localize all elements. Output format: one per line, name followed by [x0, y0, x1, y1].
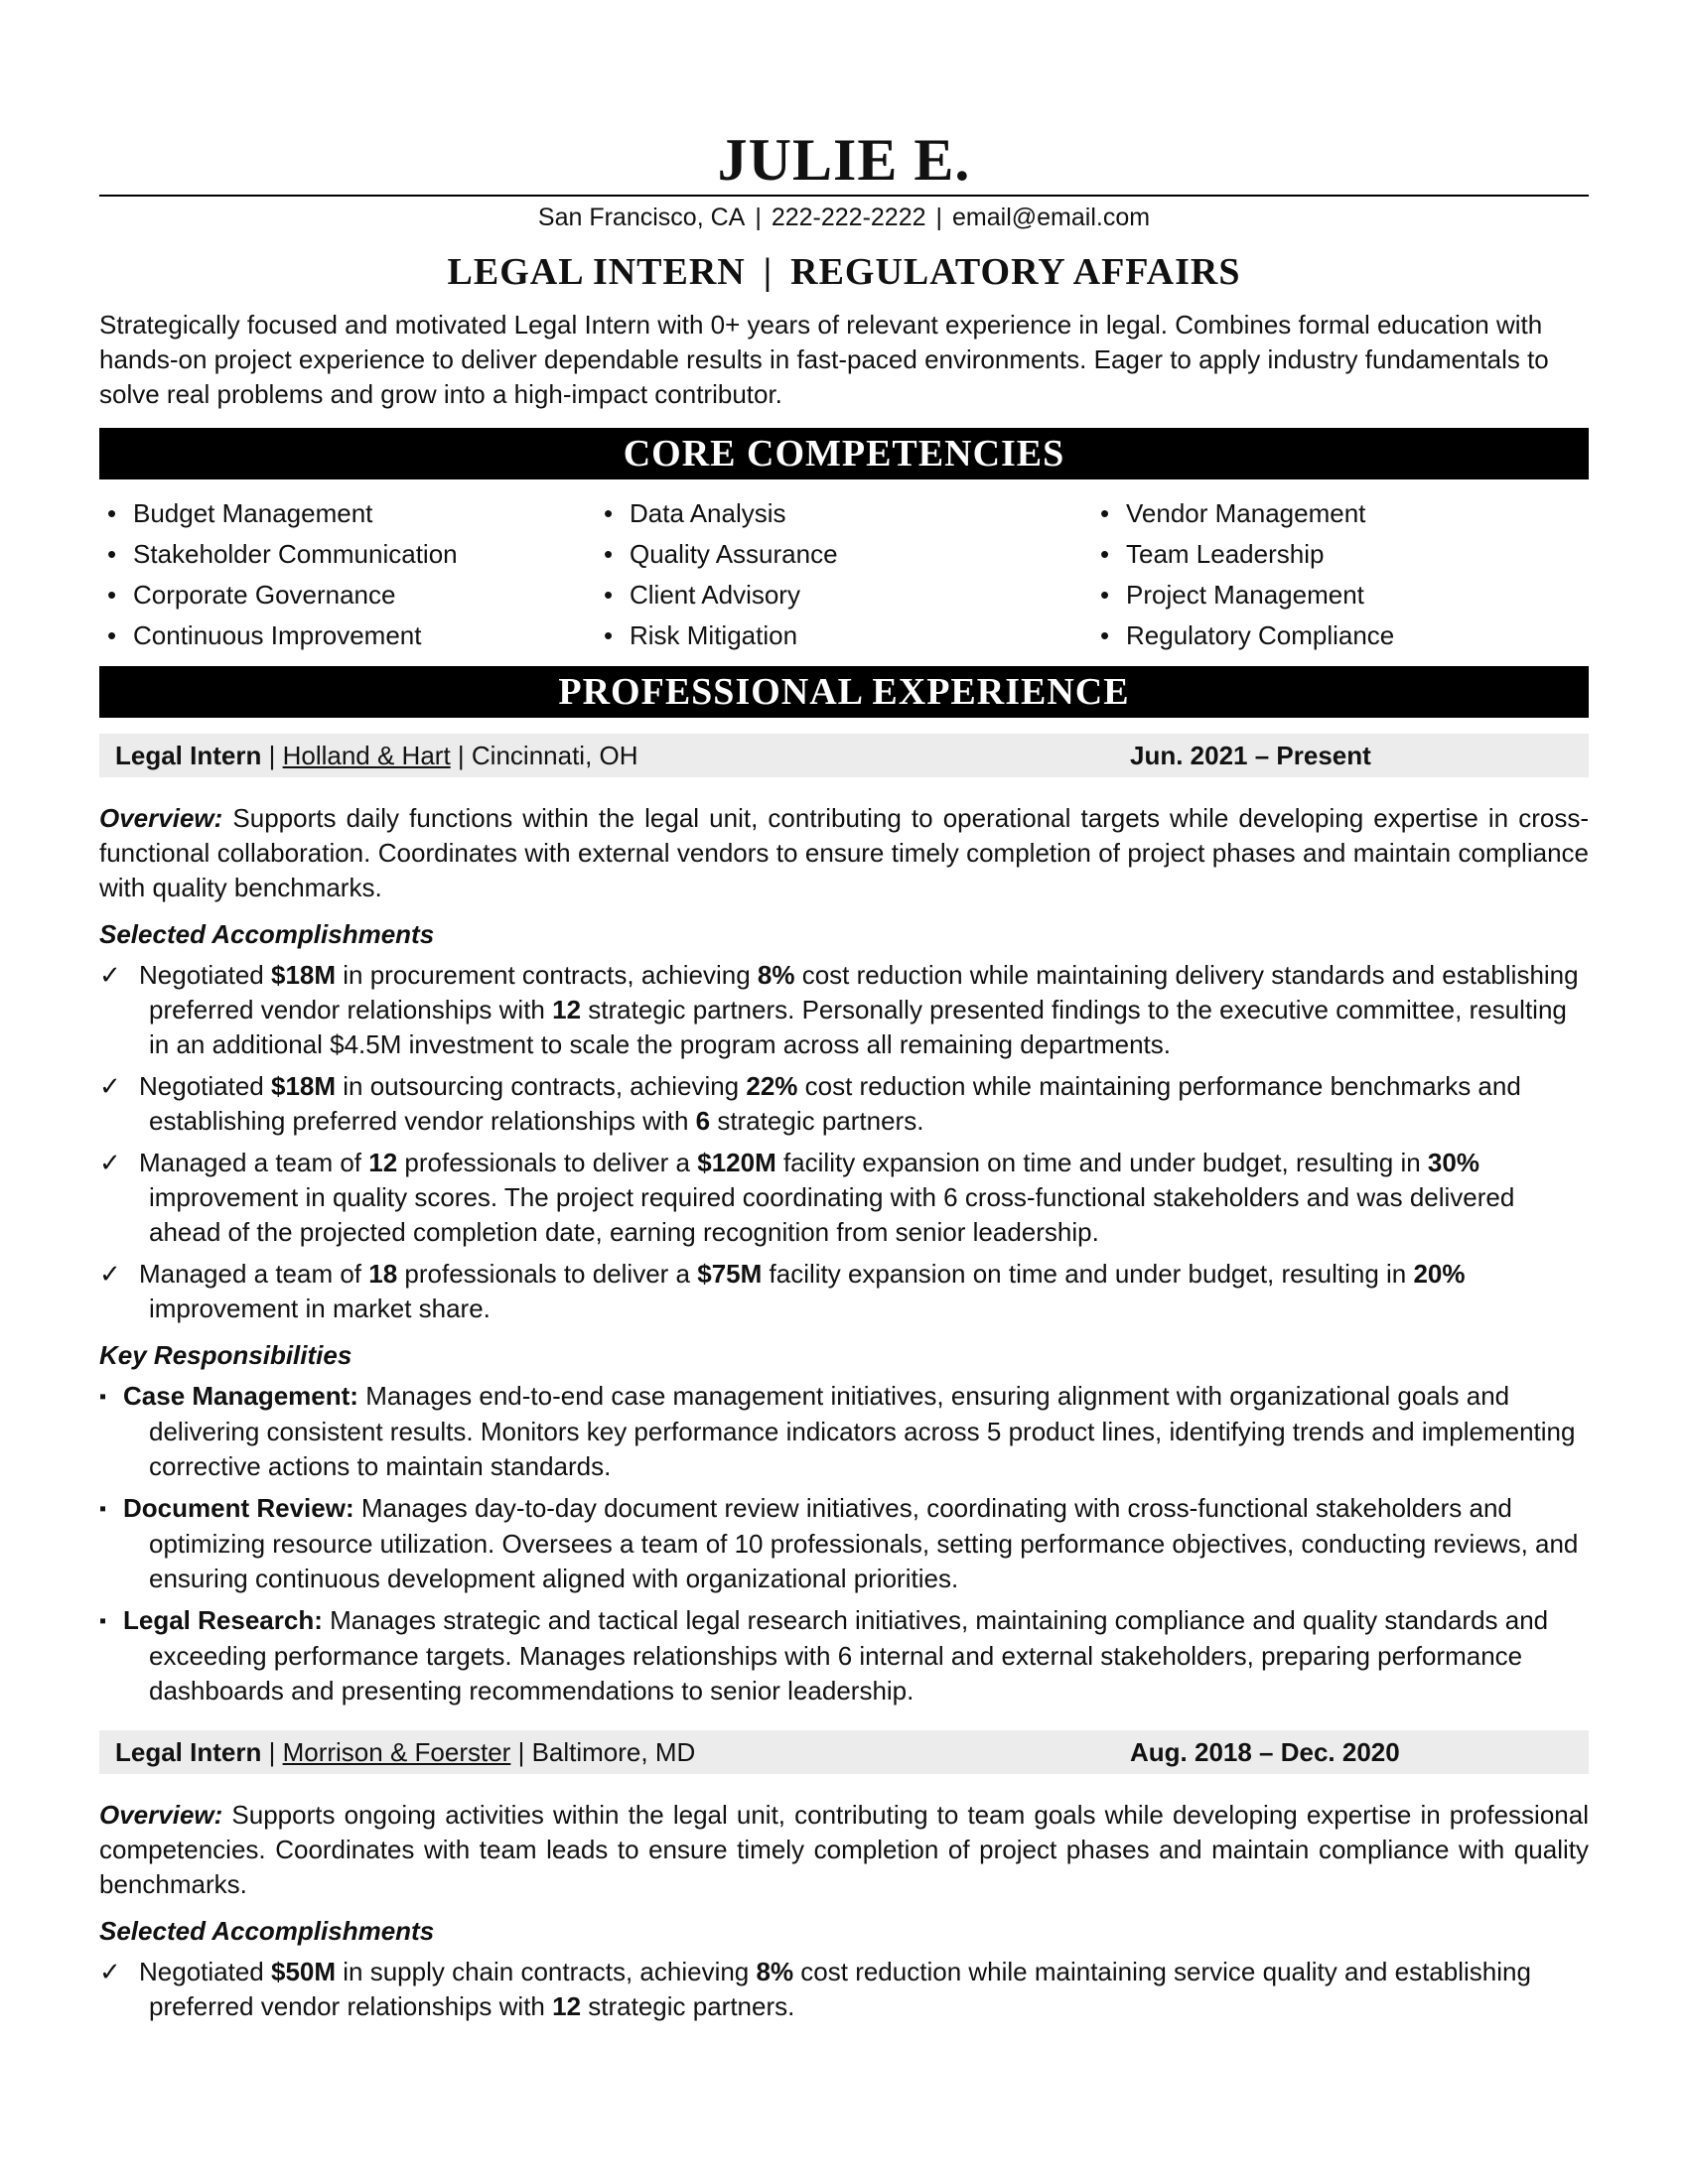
responsibility-label: Legal Research:	[123, 1605, 323, 1635]
job-separator: |	[268, 1737, 276, 1767]
summary-paragraph: Strategically focused and motivated Legal Intern with 0+ years of relevant experience in legal. Combines formal education with hands-on project experience to deliver dependable results in fast-paced environments. Eager to apply industry fundamentals to solve real problems and grow into a high-impact contributor.	[99, 310, 1549, 409]
contact-phone: 222-222-2222	[771, 204, 926, 231]
competency-item: • Project Management	[1092, 575, 1589, 615]
accomplishments-list	[99, 958, 1589, 1326]
accomplishment-item: ✓ Negotiated $50M in supply chain contracts, achieving 8% cost reduction while maintaining service quality and establishing preferred vendor relationships with 12 strategic partners.	[99, 1957, 1531, 2021]
responsibility-label: Case Management:	[123, 1381, 358, 1411]
competency-item: • Regulatory Compliance	[1092, 615, 1589, 656]
competency-item: • Corporate Governance	[99, 575, 596, 615]
job-title: Legal Intern	[115, 741, 262, 770]
competency-item: • Client Advisory	[596, 575, 1092, 615]
professional-headline	[99, 248, 1589, 296]
accomplishments-heading: Selected Accomplishments	[99, 1916, 435, 1946]
bullet-icon: •	[1100, 620, 1110, 650]
contact-separator: |	[755, 204, 762, 231]
job-location: Cincinnati, OH	[471, 741, 638, 770]
competencies-column	[99, 493, 596, 656]
accomplishments-list	[99, 1955, 1589, 2024]
job-overview	[99, 1798, 1589, 1902]
checkmark-icon: ✓	[99, 1148, 121, 1177]
responsibility-item	[99, 1379, 1589, 1484]
bullet-icon: •	[107, 620, 117, 650]
competencies-column	[596, 493, 1092, 656]
contact-line	[99, 201, 1589, 234]
professional-experience-heading: PROFESSIONAL EXPERIENCE	[99, 666, 1589, 718]
overview-label: Overview:	[99, 1800, 223, 1830]
accomplishments-heading: Selected Accomplishments	[99, 919, 435, 949]
square-bullet-icon: ▪	[99, 1610, 107, 1632]
bullet-icon: •	[1100, 539, 1110, 569]
responsibilities-list	[99, 1379, 1589, 1708]
contact-location: San Francisco, CA	[537, 204, 746, 231]
job-separator: |	[457, 741, 465, 770]
bullet-icon: •	[604, 539, 614, 569]
resume-page	[99, 0, 1589, 2031]
bullet-icon: •	[1100, 498, 1110, 528]
competency-item: • Risk Mitigation	[596, 615, 1092, 656]
job-location: Baltimore, MD	[531, 1737, 696, 1767]
accomplishment-item: ✓ Managed a team of 12 professionals to deliver a $120M facility expansion on time and under budget, resulting in 30% improvement in quality scores. The project required coordinating with 6 cross-functional stakeholders and was delivered ahead of the projected completion date, earning recognition from senior leadership.	[99, 1148, 1515, 1247]
job-header	[99, 734, 1589, 777]
job-dates: Jun. 2021 – Present	[1130, 741, 1371, 770]
accomplishment-item: ✓ Managed a team of 18 professionals to deliver a $75M facility expansion on time and under budget, resulting in 20% improvement in market share.	[99, 1259, 1466, 1323]
bullet-icon: •	[604, 580, 614, 610]
job-header	[99, 1730, 1589, 1774]
overview-label: Overview:	[99, 803, 223, 833]
competency-item: • Data Analysis	[596, 493, 1092, 534]
job-dates: Aug. 2018 – Dec. 2020	[1130, 1737, 1400, 1767]
name-divider	[99, 195, 1589, 197]
job-separator: |	[517, 1737, 525, 1767]
responsibility-item	[99, 1491, 1589, 1596]
competency-item: • Vendor Management	[1092, 493, 1589, 534]
competencies-grid	[99, 493, 1589, 656]
responsibilities-heading: Key Responsibilities	[99, 1340, 352, 1370]
competency-item: • Quality Assurance	[596, 534, 1092, 575]
job-separator: |	[268, 741, 276, 770]
bullet-icon: •	[1100, 580, 1110, 610]
responsibility-text: Manages end-to-end case management initiatives, ensuring alignment with organizational goals and delivering consistent results. Monitors key performance indicators across 5 product lines, identifying trends and implementing corrective actions to maintain standards.	[149, 1381, 1576, 1481]
responsibility-item	[99, 1603, 1589, 1708]
contact-email: email@email.com	[952, 204, 1151, 231]
bullet-icon: •	[604, 498, 614, 528]
accomplishment-item: ✓ Negotiated $18M in outsourcing contracts, achieving 22% cost reduction while maintaining performance benchmarks and establishing preferred vendor relationships with 6 strategic partners.	[99, 1071, 1521, 1136]
competency-item: • Continuous Improvement	[99, 615, 596, 656]
bullet-icon: •	[107, 580, 117, 610]
bullet-icon: •	[107, 498, 117, 528]
competency-item: • Team Leadership	[1092, 534, 1589, 575]
responsibility-text: Manages day-to-day document review initiatives, coordinating with cross-functional stakeholders and optimizing resource utilization. Oversees a team of 10 professionals, setting performance objectives, conducting reviews, and ensuring continuous development aligned with organizational priorities.	[149, 1493, 1579, 1593]
contact-separator: |	[935, 204, 943, 231]
competency-item: • Budget Management	[99, 493, 596, 534]
overview-text: Supports daily functions within the legal unit, contributing to operational targets while developing expertise in cross-functional collaboration. Coordinates with external vendors to ensure timely completion of project phases and maintain compliance with quality benchmarks.	[99, 803, 1589, 902]
headline-field: REGULATORY AFFAIRS	[790, 251, 1241, 293]
bullet-icon: •	[107, 539, 117, 569]
checkmark-icon: ✓	[99, 1259, 121, 1289]
square-bullet-icon: ▪	[99, 1498, 107, 1520]
square-bullet-icon: ▪	[99, 1386, 107, 1408]
employer-name: Morrison & Foerster	[282, 1737, 511, 1767]
checkmark-icon: ✓	[99, 1071, 121, 1101]
overview-text: Supports ongoing activities within the legal unit, contributing to team goals while developing expertise in professional competencies. Coordinates with team leads to ensure timely completion of project phases and maintain compliance with quality benchmarks.	[99, 1800, 1589, 1899]
competencies-column	[1092, 493, 1589, 656]
competency-item: • Stakeholder Communication	[99, 534, 596, 575]
bullet-icon: •	[604, 620, 614, 650]
headline-role: LEGAL INTERN	[447, 251, 746, 293]
employer-name: Holland & Hart	[282, 741, 451, 770]
accomplishment-item: ✓ Negotiated $18M in procurement contracts, achieving 8% cost reduction while maintaining delivery standards and establishing preferred vendor relationships with 12 strategic partners. Personally presented findings to the executive committee, resulting in an additional $4.5M investment to scale the program across all remaining departments.	[99, 960, 1579, 1059]
job-overview	[99, 801, 1589, 905]
core-competencies-heading: CORE COMPETENCIES	[99, 428, 1589, 479]
job-title: Legal Intern	[115, 1737, 262, 1767]
headline-separator: |	[763, 251, 774, 293]
checkmark-icon: ✓	[99, 1957, 121, 1986]
candidate-name: JULIE E.	[717, 127, 971, 193]
responsibility-label: Document Review:	[123, 1493, 354, 1523]
responsibility-text: Manages strategic and tactical legal research initiatives, maintaining compliance and quality standards and exceeding performance targets. Manages relationships with 6 internal and external stakeholders, preparing performance dashboards and presenting recommendations to senior leadership.	[149, 1605, 1549, 1706]
checkmark-icon: ✓	[99, 960, 121, 990]
